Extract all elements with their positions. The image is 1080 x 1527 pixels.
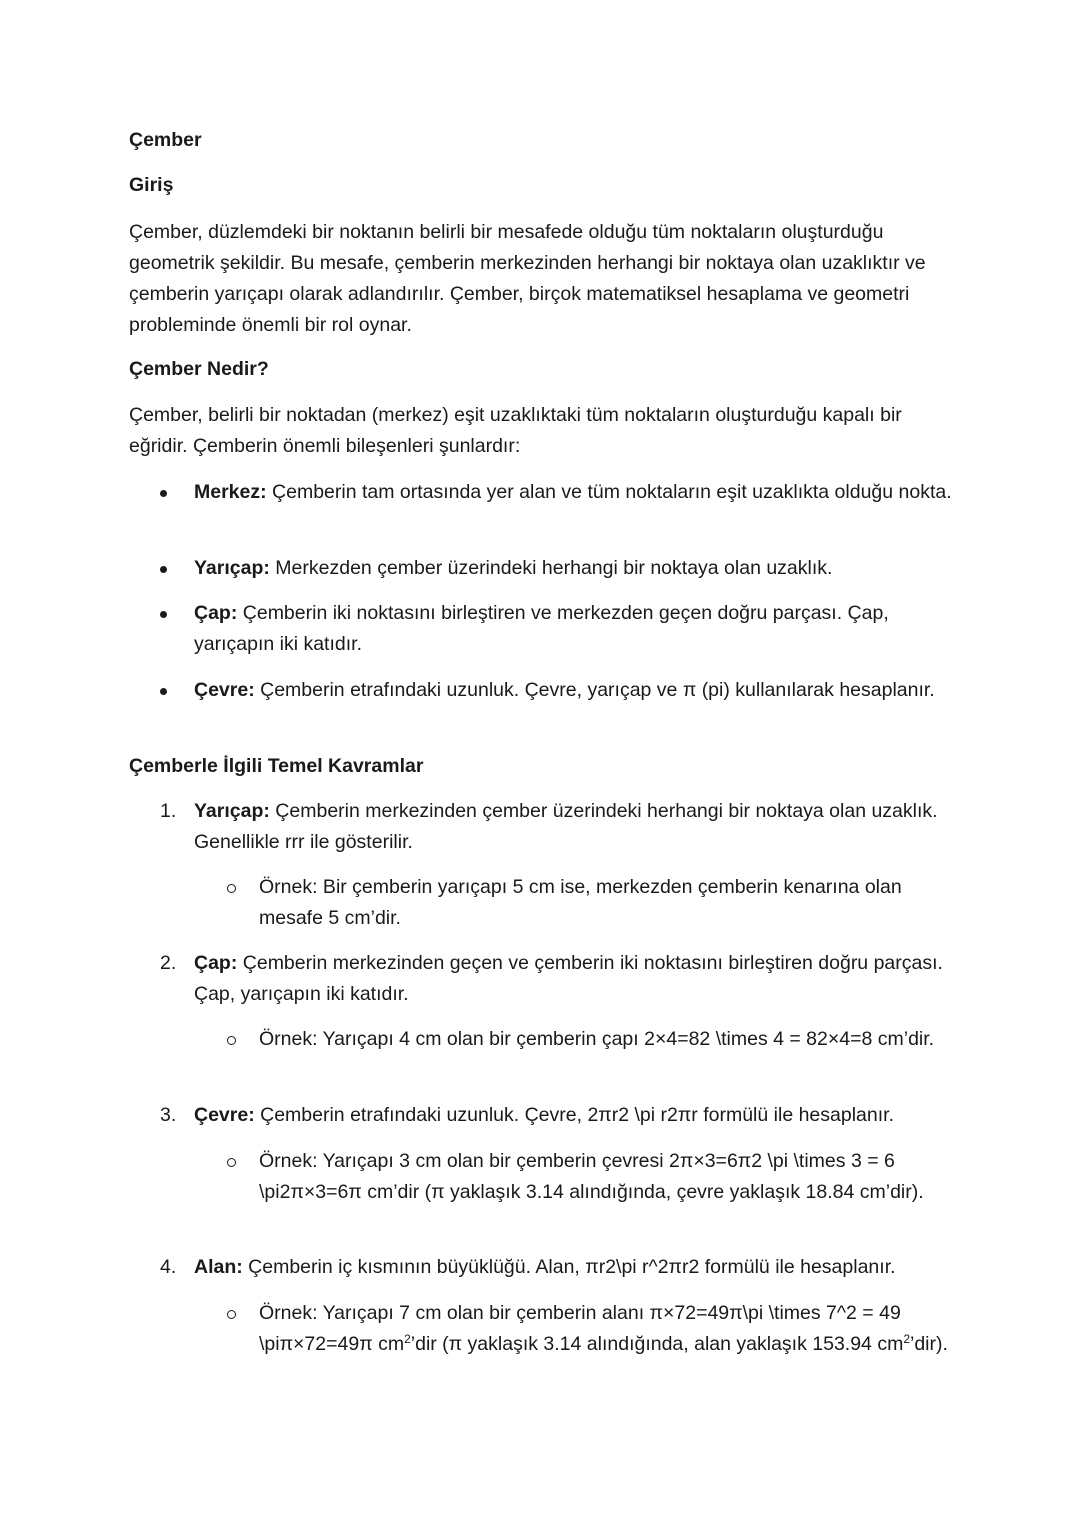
- concept-term: Yarıçap:: [194, 800, 270, 822]
- concept-item-cap: [160, 948, 959, 1010]
- circle-bullet-icon: [227, 1310, 236, 1319]
- circle-bullet-icon: [227, 884, 236, 893]
- bullet-icon: [160, 566, 167, 573]
- concept-desc: Çemberin merkezinden geçen ve çemberin iki noktasını birleştiren doğru parçası. Çap, yarıçapın iki katıdır.: [194, 952, 943, 1005]
- concept-desc: Çemberin iç kısmının büyüklüğü. Alan, πr2\pi r^2πr2 formülü ile hesaplanır.: [242, 1256, 896, 1278]
- bullet-icon: [160, 490, 167, 497]
- bullet-term: Yarıçap:: [194, 557, 270, 579]
- bullet-term: Çevre:: [194, 679, 255, 701]
- concept-item-cevre: [160, 1100, 959, 1131]
- example-text: Örnek: Bir çemberin yarıçapı 5 cm ise, merkezden çemberin kenarına olan mesafe 5 cm’dir.: [259, 876, 902, 929]
- bullet-desc: Çemberin iki noktasını birleştiren ve merkezden geçen doğru parçası. Çap, yarıçapın iki katıdır.: [194, 602, 889, 655]
- circle-bullet-icon: [227, 1158, 236, 1167]
- example-item: [259, 1298, 959, 1360]
- circle-bullet-icon: [227, 1036, 236, 1045]
- bullet-item-cevre: [194, 675, 954, 706]
- bullet-item-merkez: [194, 477, 954, 508]
- example-text: Örnek: Yarıçapı 3 cm olan bir çemberin çevresi 2π×3=6π2 \pi \times 3 = 6 \pi2π×3=6π cm’dir (π yaklaşık 3.14 alındığında, çevre yaklaşık 18.84 cm’dir).: [259, 1150, 924, 1203]
- bullet-term: Çap:: [194, 602, 238, 624]
- concept-desc: Çemberin etrafındaki uzunluk. Çevre, 2πr2 \pi r2πr formülü ile hesaplanır.: [254, 1104, 894, 1126]
- bullet-term: Merkez:: [194, 481, 267, 503]
- concept-term: Çap:: [194, 952, 238, 974]
- section-heading-concepts: Çemberle İlgili Temel Kavramlar: [129, 755, 424, 777]
- bullet-icon: [160, 611, 167, 618]
- what-paragraph: Çember, belirli bir noktadan (merkez) eşit uzaklıktaki tüm noktaların oluşturduğu kapalı bir eğridir. Çemberin önemli bileşenleri şunlardır:: [129, 404, 902, 457]
- list-number: 4.: [160, 1256, 177, 1278]
- bullet-item-yaricap: [194, 553, 954, 584]
- concept-term: Alan:: [194, 1256, 243, 1278]
- example-text: Örnek: Yarıçapı 7 cm olan bir çemberin alanı π×72=49π\pi \times 7^2 = 49 \piπ×72=49π $cm^2’dir$ (π yaklaşık 3.14 alındığında, alan yaklaşık 153.94 $cm^2’dir$).: [259, 1302, 948, 1355]
- bullet-desc: Çemberin tam ortasında yer alan ve tüm noktaların eşit uzaklıkta olduğu nokta.: [266, 481, 952, 503]
- bullet-desc: Merkezden çember üzerindeki herhangi bir noktaya olan uzaklık.: [269, 557, 833, 579]
- section-heading-intro: Giriş: [129, 174, 174, 196]
- example-item: [259, 872, 959, 934]
- list-number: 1.: [160, 800, 177, 822]
- list-number: 3.: [160, 1104, 177, 1126]
- example-text: Örnek: Yarıçapı 4 cm olan bir çemberin çapı 2×4=82 \times 4 = 82×4=8 cm’dir.: [259, 1028, 935, 1050]
- intro-paragraph: Çember, düzlemdeki bir noktanın belirli bir mesafede olduğu tüm noktaların oluşturduğu geometrik şekildir. Bu mesafe, çemberin merkezinden herhangi bir noktaya olan uzaklıktır ve çemberin yarıçapı olarak adlandırılır. Çember, birçok matematiksel hesaplama ve geometri probleminde önemli bir rol oynar.: [129, 221, 926, 336]
- bullet-icon: [160, 688, 167, 695]
- concept-item-yaricap: [160, 796, 959, 858]
- list-number: 2.: [160, 952, 177, 974]
- concept-item-alan: [160, 1252, 959, 1283]
- section-heading-what: Çember Nedir?: [129, 358, 269, 380]
- concept-desc: Çemberin merkezinden çember üzerindeki herhangi bir noktaya olan uzaklık. Genellikle rrr ile gösterilir.: [194, 800, 938, 853]
- example-item: [259, 1024, 959, 1055]
- document-title: Çember: [129, 129, 202, 151]
- bullet-desc: Çemberin etrafındaki uzunluk. Çevre, yarıçap ve π (pi) kullanılarak hesaplanır.: [254, 679, 935, 701]
- concept-term: Çevre:: [194, 1104, 255, 1126]
- bullet-item-cap: [194, 598, 954, 660]
- example-item: [259, 1146, 959, 1208]
